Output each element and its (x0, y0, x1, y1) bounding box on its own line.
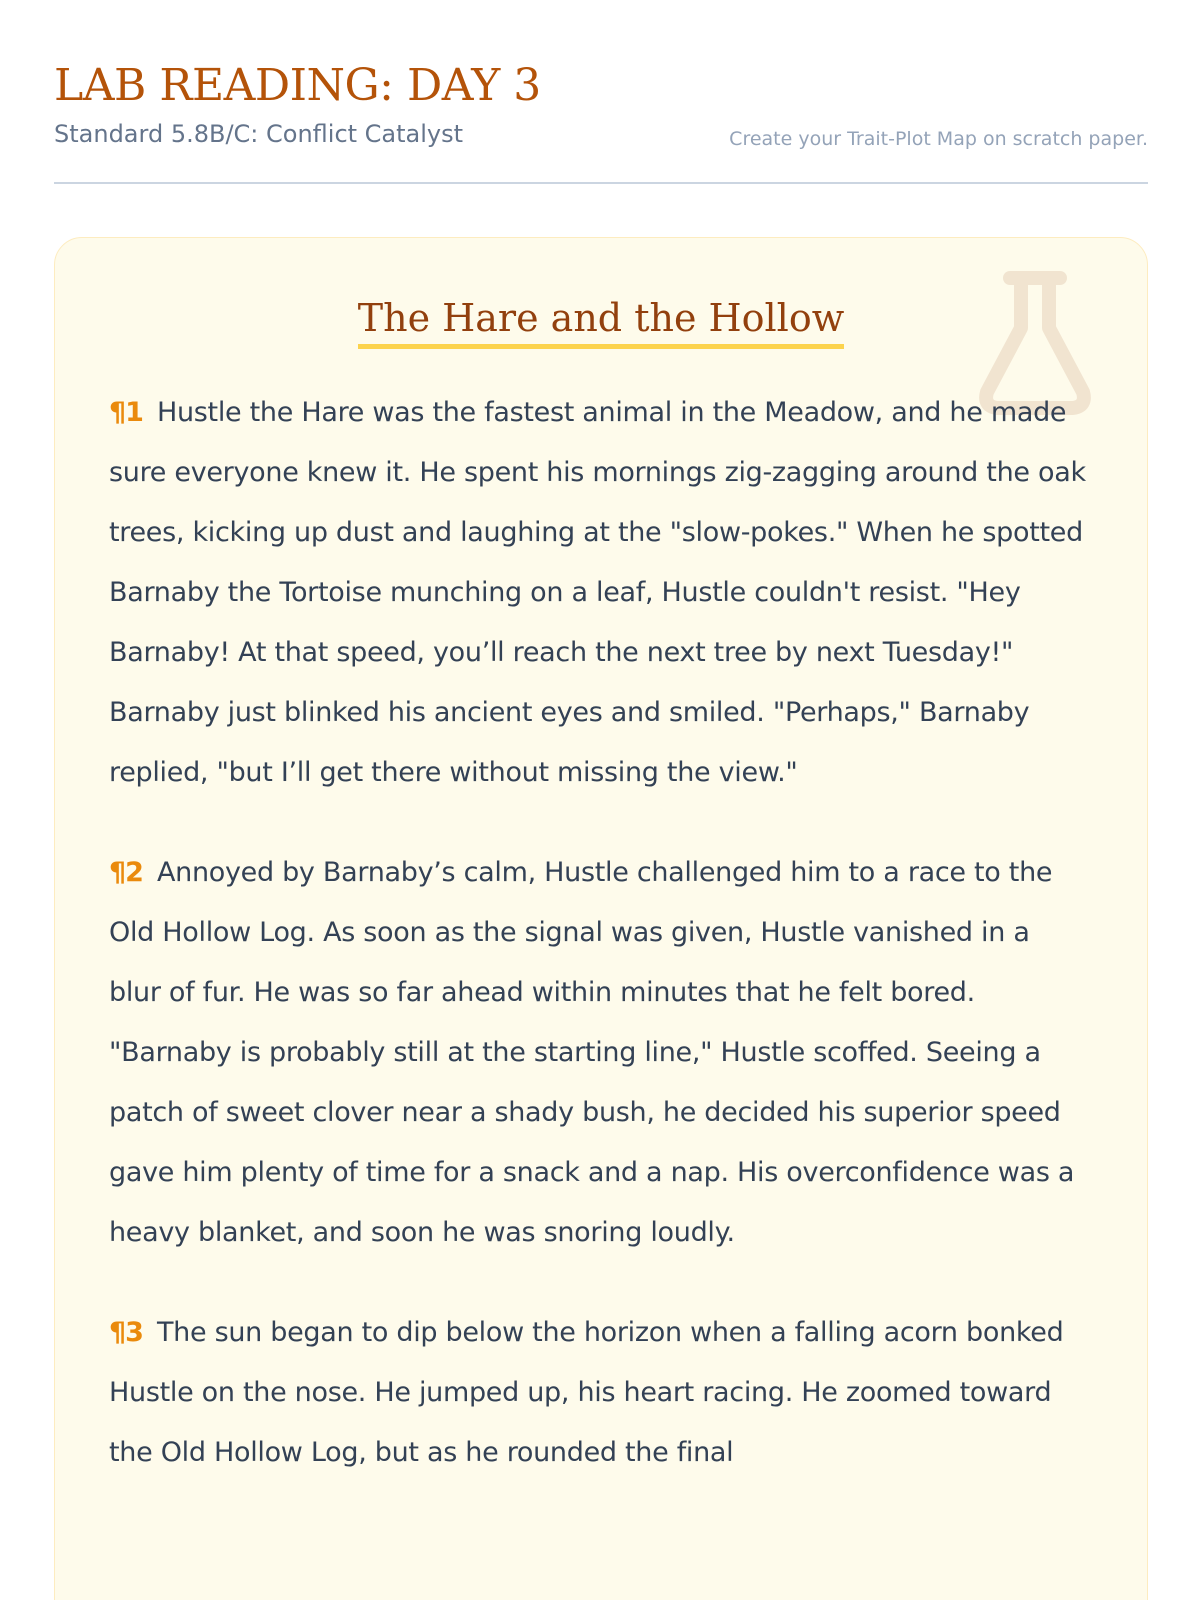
paragraph-number: ¶1 (109, 397, 143, 428)
paragraph-text: Hustle the Hare was the fastest animal in the Meadow, and he made sure everyone knew it. He spent his mornings zig-zagging around the oak trees, kicking up dust and laughing at the "slow-pokes." When he spotted Barnaby the Tortoise munching on a leaf, Hustle couldn't resist. "Hey Barnaby! At that speed, you’ll reach the next tree by next Tuesday!" Barnaby just blinked his ancient eyes and smiled. "Perhaps," Barnaby replied, "but I’ll get there without missing the view." (109, 397, 1086, 788)
paragraph-number: ¶2 (109, 857, 143, 888)
page-title: LAB READING: DAY 3 (54, 60, 541, 111)
standard-subtitle: Standard 5.8B/C: Conflict Catalyst (54, 120, 464, 148)
paragraph-number: ¶3 (109, 1317, 143, 1348)
paragraph-3 (109, 1303, 1089, 1483)
story-title: The Hare and the Hollow (358, 294, 845, 349)
paragraph-1 (109, 383, 1089, 803)
reading-card (54, 237, 1148, 1600)
story-body (109, 383, 1089, 1523)
instruction-note: Create your Trait-Plot Map on scratch paper. (729, 128, 1148, 150)
paragraph-text: The sun began to dip below the horizon when a falling acorn bonked Hustle on the nose. He jumped up, his heart racing. He zoomed toward the Old Hollow Log, but as he rounded the final (109, 1317, 1064, 1468)
page (54, 0, 1148, 1600)
paragraph-text: Annoyed by Barnaby’s calm, Hustle challenged him to a race to the Old Hollow Log. As soon as the signal was given, Hustle vanished in a blur of fur. He was so far ahead within minutes that he felt bored. "Barnaby is probably still at the starting line," Hustle scoffed. Seeing a patch of sweet clover near a shady bush, he decided his superior speed gave him plenty of time for a snack and a nap. His overconfidence was a heavy blanket, and soon he was snoring loudly. (109, 857, 1075, 1248)
paragraph-2 (109, 843, 1089, 1263)
page-header (54, 58, 1148, 184)
story-title-container (55, 294, 1147, 349)
